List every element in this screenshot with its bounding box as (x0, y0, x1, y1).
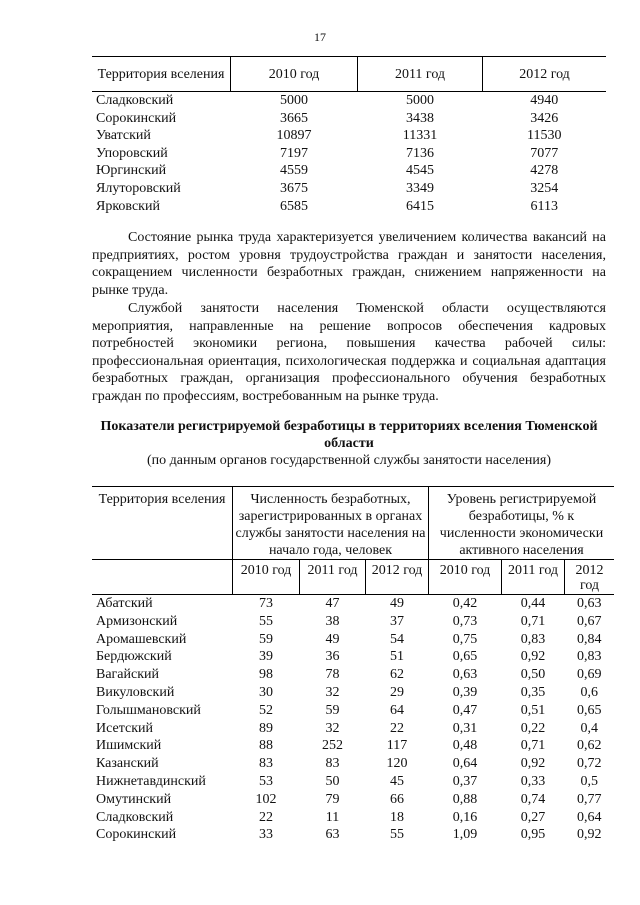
value-cell: 0,67 (577, 613, 602, 629)
table2-header-empty (92, 560, 233, 595)
value-cell: 0,5 (580, 773, 598, 789)
territory-name-cell: Ишимский (96, 738, 162, 754)
territory-name-cell: Викуловский (96, 684, 175, 700)
page-number: 17 (314, 30, 326, 44)
table1-header-2011: 2011 год (358, 57, 483, 92)
value-cell: 49 (390, 596, 404, 611)
value-cell: 64 (390, 702, 404, 718)
table-row (92, 791, 614, 809)
territory-name-cell: Сорокинский (96, 110, 177, 126)
value-cell: 3675 (280, 180, 308, 196)
value-cell: 102 (255, 791, 277, 807)
value-cell: 39 (259, 649, 273, 665)
value-cell: 0,37 (452, 773, 478, 789)
table2-header-unemployed-count: Численность безработных, зарегистрированных в органах службы занятости населения на начало года, человек (233, 487, 429, 560)
value-cell: 0,51 (520, 702, 546, 718)
value-cell: 0,4 (580, 720, 598, 736)
table1-header-2010: 2010 год (231, 57, 358, 92)
value-cell: 89 (259, 720, 273, 736)
value-cell: 50 (325, 773, 340, 789)
value-cell: 0,16 (452, 809, 478, 825)
value-cell: 0,63 (452, 667, 478, 683)
value-cell: 11 (325, 809, 340, 825)
value-cell: 3349 (406, 180, 434, 196)
table-row (92, 648, 614, 666)
value-cell: 10897 (276, 128, 312, 144)
value-cell: 1,09 (452, 827, 478, 843)
value-cell: 0,84 (577, 631, 602, 647)
value-cell: 37 (390, 613, 404, 629)
value-cell: 4545 (406, 163, 434, 179)
value-cell: 49 (325, 631, 340, 647)
table2-year-rate-2011: 2011 год (502, 560, 565, 595)
value-cell: 83 (325, 756, 340, 772)
territory-name-cell: Голышмановский (96, 702, 201, 718)
value-cell: 30 (259, 684, 273, 700)
territory-name-cell: Исетский (96, 720, 153, 736)
value-cell: 0,77 (577, 791, 602, 807)
table-row (92, 684, 614, 702)
table-row (92, 631, 614, 649)
table1-header-2012: 2012 год (483, 57, 607, 92)
value-cell: 252 (322, 738, 343, 754)
table-row (92, 127, 606, 145)
value-cell: 0,83 (520, 631, 546, 647)
value-cell: 63 (325, 827, 340, 843)
section-title: Показатели регистрируемой безработицы в территориях вселения Тюменской области (100, 419, 598, 451)
value-cell: 11331 (402, 128, 438, 144)
value-cell: 3426 (530, 110, 559, 126)
table-row (92, 737, 614, 755)
value-cell: 55 (259, 613, 273, 629)
table-row (92, 773, 614, 791)
value-cell: 3438 (406, 110, 434, 126)
value-cell: 38 (325, 613, 340, 629)
value-cell: 0,95 (520, 827, 546, 843)
territory-population-table (92, 56, 606, 215)
table2-header (92, 487, 614, 595)
section-subtitle: (по данным органов государственной службы занятости населения) (147, 453, 551, 468)
table1-header-territory: Территория вселения (92, 57, 231, 92)
paragraph-employment-service: Службой занятости населения Тюменской области осуществляются мероприятия, направленные на решение вопросов обеспечения кадровых потребностей экономики региона, повышения качества рабочей силы: профессиональная ориентация, психологическая поддержка и социальная адаптация безработных граждан, организация профессионального обучения безработных граждан по профессиям, востребованным на рынке труда. (92, 301, 606, 404)
territory-name-cell: Упоровский (96, 145, 168, 161)
value-cell: 0,71 (520, 738, 546, 754)
value-cell: 0,73 (452, 613, 478, 629)
value-cell: 29 (390, 684, 404, 700)
value-cell: 0,64 (452, 756, 478, 772)
value-cell: 6585 (280, 198, 308, 214)
value-cell: 55 (390, 827, 404, 843)
value-cell: 0,50 (520, 667, 546, 683)
value-cell: 0,62 (577, 738, 602, 754)
value-cell: 4278 (530, 163, 559, 179)
value-cell: 0,92 (577, 827, 602, 843)
value-cell: 7077 (530, 145, 559, 161)
value-cell: 0,42 (452, 596, 478, 611)
value-cell: 0,35 (520, 684, 546, 700)
table2-year-count-2012: 2012 год (366, 560, 429, 595)
table1-header (92, 57, 606, 92)
table-row (92, 180, 606, 198)
territory-name-cell: Ярковский (96, 198, 160, 214)
value-cell: 0,63 (577, 596, 602, 611)
value-cell: 0,47 (452, 702, 478, 718)
table2-year-rate-2012: 2012 год (565, 560, 615, 595)
value-cell: 0,69 (577, 667, 602, 683)
value-cell: 32 (325, 720, 340, 736)
territory-name-cell: Нижнетавдинский (96, 773, 206, 789)
territory-name-cell: Вагайский (96, 667, 159, 683)
value-cell: 79 (325, 791, 340, 807)
value-cell: 3665 (280, 110, 308, 126)
value-cell: 0,74 (520, 791, 546, 807)
table-row (92, 92, 606, 110)
table1-body (92, 92, 606, 216)
value-cell: 0,92 (520, 756, 546, 772)
value-cell: 45 (390, 773, 404, 789)
value-cell: 6415 (406, 198, 434, 214)
table-row (92, 145, 606, 163)
value-cell: 53 (259, 773, 273, 789)
value-cell: 54 (390, 631, 404, 647)
territory-name-cell: Сорокинский (96, 827, 177, 843)
table2-header-unemployment-rate: Уровень регистрируемой безработицы, % к численности экономически активного населения (429, 487, 615, 560)
territory-name-cell: Казанский (96, 756, 159, 772)
value-cell: 0,64 (577, 809, 602, 825)
value-cell: 0,6 (580, 684, 598, 700)
territory-name-cell: Омутинский (96, 791, 172, 807)
territory-name-cell: Сладковский (96, 93, 174, 108)
table-row (92, 198, 606, 216)
value-cell: 11530 (527, 128, 562, 144)
value-cell: 32 (325, 684, 340, 700)
value-cell: 0,75 (452, 631, 478, 647)
table-row (92, 110, 606, 128)
table2-year-rate-2010: 2010 год (429, 560, 502, 595)
value-cell: 5000 (406, 93, 434, 108)
value-cell: 51 (390, 649, 404, 665)
unemployment-table (92, 486, 614, 844)
table2-year-count-2010: 2010 год (233, 560, 300, 595)
value-cell: 0,33 (520, 773, 546, 789)
value-cell: 4940 (530, 93, 559, 108)
value-cell: 117 (386, 738, 408, 754)
value-cell: 33 (259, 827, 273, 843)
value-cell: 73 (259, 596, 273, 611)
value-cell: 0,71 (520, 613, 546, 629)
paragraph-labor-market: Состояние рынка труда характеризуется увеличением количества вакансий на предприятиях, ростом уровня трудоустройства граждан и занятости населения, сокращением численности безработных граждан, снижением напряженности на рынке труда. (92, 230, 606, 298)
territory-name-cell: Армизонский (96, 613, 178, 629)
value-cell: 98 (259, 667, 273, 683)
table2-header-territory: Территория вселения (92, 487, 233, 560)
value-cell: 0,48 (452, 738, 478, 754)
value-cell: 0,31 (452, 720, 478, 736)
value-cell: 0,22 (520, 720, 546, 736)
value-cell: 62 (390, 667, 404, 683)
territory-name-cell: Сладковский (96, 809, 174, 825)
value-cell: 6113 (530, 198, 558, 214)
table-row (92, 755, 614, 773)
territory-name-cell: Абатский (96, 596, 153, 611)
territory-name-cell: Аромашевский (96, 631, 187, 647)
table-row (92, 162, 606, 180)
value-cell: 22 (390, 720, 404, 736)
value-cell: 0,44 (520, 596, 546, 611)
table-row (92, 666, 614, 684)
value-cell: 0,92 (520, 649, 546, 665)
value-cell: 59 (259, 631, 273, 647)
territory-name-cell: Уватский (96, 128, 151, 144)
value-cell: 59 (325, 702, 340, 718)
table-row (92, 826, 614, 844)
value-cell: 0,65 (577, 702, 602, 718)
value-cell: 4559 (280, 163, 308, 179)
table2-body (92, 595, 614, 845)
value-cell: 3254 (530, 180, 559, 196)
value-cell: 0,83 (577, 649, 602, 665)
value-cell: 36 (325, 649, 340, 665)
value-cell: 18 (390, 809, 404, 825)
table-row (92, 613, 614, 631)
territory-name-cell: Бердюжский (96, 649, 172, 665)
table-row (92, 720, 614, 738)
value-cell: 7197 (280, 145, 308, 161)
value-cell: 52 (259, 702, 273, 718)
territory-name-cell: Ялуторовский (96, 180, 181, 196)
value-cell: 66 (390, 791, 404, 807)
value-cell: 120 (386, 756, 408, 772)
value-cell: 0,72 (577, 756, 602, 772)
table-row (92, 809, 614, 827)
value-cell: 22 (259, 809, 273, 825)
value-cell: 0,39 (452, 684, 478, 700)
value-cell: 78 (325, 667, 340, 683)
value-cell: 0,65 (452, 649, 478, 665)
territory-name-cell: Юргинский (96, 163, 167, 179)
table-row (92, 702, 614, 720)
value-cell: 47 (325, 596, 340, 611)
value-cell: 5000 (280, 93, 308, 108)
value-cell: 88 (259, 738, 273, 754)
value-cell: 83 (259, 756, 273, 772)
table2-year-count-2011: 2011 год (300, 560, 366, 595)
value-cell: 0,88 (452, 791, 478, 807)
table-row (92, 595, 614, 613)
value-cell: 7136 (406, 145, 434, 161)
value-cell: 0,27 (520, 809, 546, 825)
